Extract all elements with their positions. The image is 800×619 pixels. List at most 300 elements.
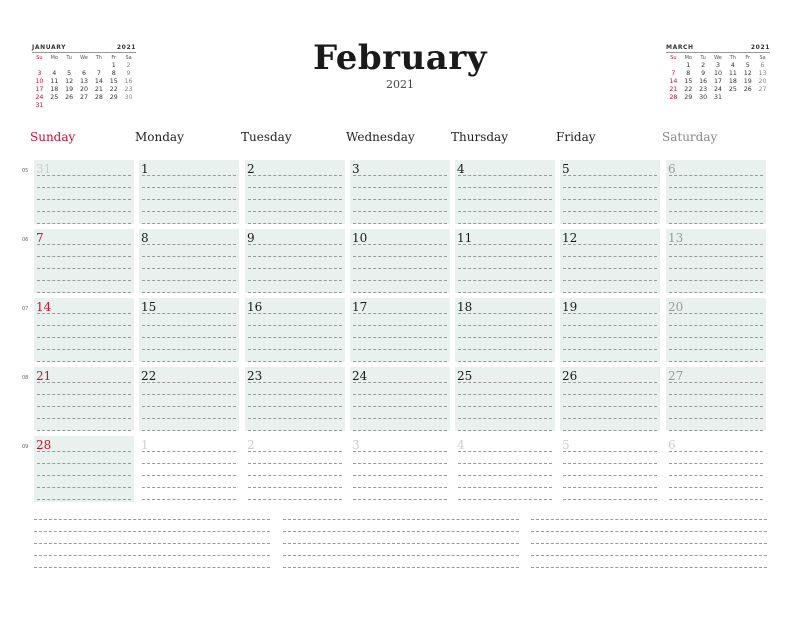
writing-line bbox=[248, 187, 342, 188]
mini-weekday-label: We bbox=[714, 55, 722, 61]
mini-day bbox=[106, 102, 121, 110]
mini-day bbox=[121, 102, 136, 110]
day-number: 17 bbox=[352, 300, 368, 314]
day-cell[interactable] bbox=[139, 436, 239, 502]
writing-line bbox=[142, 325, 236, 326]
day-cell[interactable] bbox=[350, 160, 450, 224]
mini-month-label: MARCH bbox=[666, 44, 694, 51]
writing-line bbox=[248, 382, 342, 383]
writing-line bbox=[142, 418, 236, 419]
mini-day: 23 bbox=[124, 86, 133, 93]
writing-line bbox=[353, 430, 447, 431]
writing-line bbox=[669, 463, 763, 464]
mini-day: 20 bbox=[79, 86, 88, 93]
day-cell[interactable] bbox=[139, 160, 239, 224]
writing-line bbox=[37, 313, 131, 314]
day-cell[interactable] bbox=[139, 298, 239, 362]
mini-day: 25 bbox=[50, 94, 59, 101]
writing-line bbox=[458, 337, 552, 338]
writing-line bbox=[37, 382, 131, 383]
writing-line bbox=[353, 292, 447, 293]
writing-line bbox=[142, 394, 236, 395]
month-title: February bbox=[312, 38, 488, 78]
writing-line bbox=[563, 499, 657, 500]
mini-day bbox=[666, 62, 681, 70]
writing-line bbox=[248, 256, 342, 257]
day-cell[interactable] bbox=[455, 436, 555, 502]
mini-day: 13 bbox=[79, 78, 88, 85]
writing-line bbox=[458, 451, 552, 452]
mini-day: 14 bbox=[669, 78, 678, 85]
mini-day: 18 bbox=[50, 86, 59, 93]
day-cell[interactable] bbox=[245, 298, 345, 362]
day-number: 7 bbox=[36, 231, 44, 245]
writing-line bbox=[669, 406, 763, 407]
mini-day bbox=[77, 102, 92, 110]
writing-line bbox=[458, 256, 552, 257]
writing-line bbox=[563, 325, 657, 326]
day-number: 26 bbox=[562, 369, 578, 383]
mini-day: 23 bbox=[699, 86, 708, 93]
day-number: 4 bbox=[457, 438, 465, 452]
writing-line bbox=[37, 280, 131, 281]
mini-day: 25 bbox=[728, 86, 737, 93]
day-number: 9 bbox=[247, 231, 255, 245]
mini-day: 17 bbox=[35, 86, 44, 93]
writing-line bbox=[669, 187, 763, 188]
mini-day: 18 bbox=[728, 78, 737, 85]
day-cell[interactable] bbox=[560, 160, 660, 224]
writing-line bbox=[669, 349, 763, 350]
mini-day: 30 bbox=[699, 94, 708, 101]
mini-day: 24 bbox=[713, 86, 722, 93]
day-number: 25 bbox=[457, 369, 473, 383]
writing-line bbox=[37, 337, 131, 338]
writing-line bbox=[563, 337, 657, 338]
writing-line bbox=[353, 451, 447, 452]
writing-line bbox=[37, 244, 131, 245]
day-cell[interactable] bbox=[34, 367, 134, 431]
mini-day: 12 bbox=[65, 78, 74, 85]
day-number: 2 bbox=[247, 438, 255, 452]
mini-day: 9 bbox=[126, 70, 131, 77]
writing-line bbox=[248, 475, 342, 476]
day-cell[interactable] bbox=[34, 298, 134, 362]
week-number: 06 bbox=[22, 237, 29, 243]
writing-line bbox=[37, 292, 131, 293]
writing-line bbox=[353, 199, 447, 200]
writing-line bbox=[37, 223, 131, 224]
day-cell[interactable] bbox=[350, 229, 450, 293]
writing-line bbox=[563, 256, 657, 257]
mini-day: 3 bbox=[37, 70, 42, 77]
writing-line bbox=[142, 451, 236, 452]
writing-line bbox=[563, 175, 657, 176]
day-number: 14 bbox=[36, 300, 52, 314]
writing-line bbox=[458, 187, 552, 188]
writing-line bbox=[353, 487, 447, 488]
writing-line bbox=[353, 463, 447, 464]
writing-line bbox=[563, 382, 657, 383]
day-cell[interactable] bbox=[350, 367, 450, 431]
mini-day: 21 bbox=[669, 86, 678, 93]
writing-line bbox=[248, 175, 342, 176]
writing-line bbox=[353, 349, 447, 350]
writing-line bbox=[669, 256, 763, 257]
writing-line bbox=[353, 475, 447, 476]
writing-line bbox=[458, 430, 552, 431]
day-number: 21 bbox=[36, 369, 52, 383]
writing-line bbox=[142, 463, 236, 464]
writing-line bbox=[458, 499, 552, 500]
writing-line bbox=[353, 187, 447, 188]
writing-line bbox=[669, 382, 763, 383]
writing-line bbox=[353, 361, 447, 362]
mini-weekday-label: Mo bbox=[684, 55, 692, 61]
day-number: 2 bbox=[247, 162, 255, 176]
writing-line bbox=[563, 244, 657, 245]
weekday-label-thursday: Thursday bbox=[451, 130, 508, 144]
writing-line bbox=[563, 280, 657, 281]
day-cell[interactable] bbox=[455, 298, 555, 362]
mini-weekday-label: Sa bbox=[759, 55, 766, 61]
mini-day: 31 bbox=[35, 102, 44, 109]
day-number: 13 bbox=[668, 231, 684, 245]
note-line bbox=[34, 543, 270, 544]
mini-calendar-grid bbox=[666, 54, 770, 102]
writing-line bbox=[669, 361, 763, 362]
day-cell[interactable] bbox=[245, 229, 345, 293]
mini-day: 7 bbox=[96, 70, 101, 77]
mini-day: 27 bbox=[79, 94, 88, 101]
mini-day: 29 bbox=[109, 94, 118, 101]
mini-day bbox=[740, 94, 755, 102]
writing-line bbox=[248, 499, 342, 500]
day-cell[interactable] bbox=[455, 367, 555, 431]
writing-line bbox=[248, 349, 342, 350]
day-cell[interactable] bbox=[560, 436, 660, 502]
writing-line bbox=[458, 349, 552, 350]
writing-line bbox=[37, 463, 131, 464]
mini-month-label: JANUARY bbox=[32, 44, 67, 51]
day-cell[interactable] bbox=[350, 298, 450, 362]
mini-day bbox=[91, 102, 106, 110]
day-cell[interactable] bbox=[666, 436, 766, 502]
note-line bbox=[283, 543, 519, 544]
writing-line bbox=[248, 451, 342, 452]
writing-line bbox=[248, 325, 342, 326]
writing-line bbox=[248, 487, 342, 488]
writing-line bbox=[142, 487, 236, 488]
day-cell[interactable] bbox=[245, 160, 345, 224]
note-line bbox=[34, 567, 270, 568]
day-cell[interactable] bbox=[666, 160, 766, 224]
mini-day: 19 bbox=[743, 78, 752, 85]
writing-line bbox=[142, 256, 236, 257]
writing-line bbox=[669, 199, 763, 200]
writing-line bbox=[669, 211, 763, 212]
writing-line bbox=[248, 430, 342, 431]
day-cell[interactable] bbox=[666, 367, 766, 431]
writing-line bbox=[248, 244, 342, 245]
mini-day: 22 bbox=[109, 86, 118, 93]
mini-day: 12 bbox=[743, 70, 752, 77]
writing-line bbox=[248, 211, 342, 212]
mini-day: 4 bbox=[730, 62, 735, 69]
mini-day: 1 bbox=[111, 62, 116, 69]
writing-line bbox=[142, 211, 236, 212]
day-number: 19 bbox=[562, 300, 578, 314]
writing-line bbox=[669, 313, 763, 314]
writing-line bbox=[669, 487, 763, 488]
writing-line bbox=[458, 223, 552, 224]
writing-line bbox=[563, 475, 657, 476]
mini-day: 8 bbox=[111, 70, 116, 77]
writing-line bbox=[248, 406, 342, 407]
day-cell[interactable] bbox=[560, 367, 660, 431]
writing-line bbox=[458, 406, 552, 407]
note-line bbox=[283, 531, 519, 532]
writing-line bbox=[669, 475, 763, 476]
writing-line bbox=[458, 199, 552, 200]
mini-day: 11 bbox=[728, 70, 737, 77]
day-cell[interactable] bbox=[34, 160, 134, 224]
writing-line bbox=[142, 280, 236, 281]
day-number: 23 bbox=[247, 369, 263, 383]
mini-day: 15 bbox=[109, 78, 118, 85]
week-number: 08 bbox=[22, 375, 29, 381]
weekday-label-sunday: Sunday bbox=[30, 130, 76, 144]
writing-line bbox=[353, 223, 447, 224]
mini-day: 16 bbox=[124, 78, 133, 85]
writing-line bbox=[353, 337, 447, 338]
mini-day: 5 bbox=[745, 62, 750, 69]
writing-line bbox=[37, 361, 131, 362]
mini-calendar-march bbox=[666, 44, 770, 102]
writing-line bbox=[353, 499, 447, 500]
writing-line bbox=[458, 244, 552, 245]
note-line bbox=[531, 555, 767, 556]
writing-line bbox=[669, 418, 763, 419]
writing-line bbox=[458, 175, 552, 176]
mini-day: 17 bbox=[713, 78, 722, 85]
mini-weekday-label: Tu bbox=[66, 55, 72, 61]
note-line bbox=[531, 531, 767, 532]
writing-line bbox=[248, 337, 342, 338]
writing-line bbox=[142, 382, 236, 383]
writing-line bbox=[142, 313, 236, 314]
writing-line bbox=[458, 280, 552, 281]
writing-line bbox=[37, 394, 131, 395]
mini-day: 13 bbox=[758, 70, 767, 77]
day-number: 8 bbox=[141, 231, 149, 245]
day-cell[interactable] bbox=[34, 436, 134, 502]
mini-calendar-header bbox=[666, 44, 770, 53]
day-cell[interactable] bbox=[350, 436, 450, 502]
writing-line bbox=[353, 313, 447, 314]
mini-day: 5 bbox=[67, 70, 72, 77]
writing-line bbox=[563, 451, 657, 452]
day-number: 5 bbox=[562, 162, 570, 176]
writing-line bbox=[37, 499, 131, 500]
mini-day: 6 bbox=[760, 62, 765, 69]
day-number: 18 bbox=[457, 300, 473, 314]
writing-line bbox=[248, 268, 342, 269]
day-number: 12 bbox=[562, 231, 578, 245]
writing-line bbox=[563, 349, 657, 350]
day-number: 11 bbox=[457, 231, 473, 245]
note-line bbox=[283, 519, 519, 520]
writing-line bbox=[248, 463, 342, 464]
mini-day: 22 bbox=[684, 86, 693, 93]
day-number: 1 bbox=[141, 438, 149, 452]
mini-day bbox=[47, 102, 62, 110]
mini-weekday-label: Fr bbox=[745, 55, 750, 61]
note-line bbox=[531, 567, 767, 568]
day-cell[interactable] bbox=[139, 229, 239, 293]
writing-line bbox=[37, 256, 131, 257]
mini-day: 16 bbox=[699, 78, 708, 85]
note-line bbox=[531, 543, 767, 544]
mini-day: 1 bbox=[686, 62, 691, 69]
writing-line bbox=[563, 487, 657, 488]
writing-line bbox=[37, 211, 131, 212]
writing-line bbox=[458, 292, 552, 293]
writing-line bbox=[142, 199, 236, 200]
day-cell[interactable] bbox=[245, 436, 345, 502]
writing-line bbox=[142, 175, 236, 176]
writing-line bbox=[669, 280, 763, 281]
week-number: 09 bbox=[22, 444, 29, 450]
day-cell[interactable] bbox=[666, 229, 766, 293]
writing-line bbox=[37, 325, 131, 326]
mini-year-label: 2021 bbox=[116, 44, 136, 51]
writing-line bbox=[248, 394, 342, 395]
weekday-label-friday: Friday bbox=[556, 130, 596, 144]
writing-line bbox=[248, 313, 342, 314]
writing-line bbox=[563, 430, 657, 431]
mini-day: 7 bbox=[671, 70, 676, 77]
day-number: 3 bbox=[352, 162, 360, 176]
writing-line bbox=[458, 268, 552, 269]
day-cell[interactable] bbox=[560, 298, 660, 362]
mini-weekday-label: Th bbox=[95, 55, 102, 61]
writing-line bbox=[37, 406, 131, 407]
writing-line bbox=[142, 430, 236, 431]
day-number: 27 bbox=[668, 369, 684, 383]
mini-day: 29 bbox=[684, 94, 693, 101]
day-cell[interactable] bbox=[666, 298, 766, 362]
week-number: 05 bbox=[22, 168, 29, 174]
day-cell[interactable] bbox=[560, 229, 660, 293]
day-number: 15 bbox=[141, 300, 157, 314]
writing-line bbox=[669, 244, 763, 245]
writing-line bbox=[458, 463, 552, 464]
day-cell[interactable] bbox=[139, 367, 239, 431]
writing-line bbox=[669, 223, 763, 224]
mini-day: 6 bbox=[81, 70, 86, 77]
day-number: 10 bbox=[352, 231, 368, 245]
writing-line bbox=[248, 361, 342, 362]
writing-line bbox=[248, 280, 342, 281]
writing-line bbox=[353, 244, 447, 245]
day-cell[interactable] bbox=[455, 229, 555, 293]
mini-weekday-label: Su bbox=[670, 55, 677, 61]
mini-day: 2 bbox=[701, 62, 706, 69]
mini-weekday-label: Su bbox=[36, 55, 43, 61]
writing-line bbox=[142, 475, 236, 476]
mini-day: 28 bbox=[669, 94, 678, 101]
writing-line bbox=[37, 418, 131, 419]
writing-line bbox=[669, 394, 763, 395]
day-cell[interactable] bbox=[34, 229, 134, 293]
mini-day: 31 bbox=[713, 94, 722, 101]
weekday-label-wednesday: Wednesday bbox=[346, 130, 415, 144]
note-line bbox=[283, 567, 519, 568]
mini-day bbox=[755, 94, 770, 102]
writing-line bbox=[37, 268, 131, 269]
writing-line bbox=[142, 292, 236, 293]
day-cell[interactable] bbox=[455, 160, 555, 224]
writing-line bbox=[353, 418, 447, 419]
day-number: 1 bbox=[141, 162, 149, 176]
writing-line bbox=[563, 223, 657, 224]
writing-line bbox=[669, 268, 763, 269]
writing-line bbox=[669, 325, 763, 326]
writing-line bbox=[458, 361, 552, 362]
writing-line bbox=[353, 382, 447, 383]
mini-day: 30 bbox=[124, 94, 133, 101]
writing-line bbox=[353, 406, 447, 407]
mini-weekday-label: Tu bbox=[700, 55, 706, 61]
writing-line bbox=[353, 325, 447, 326]
day-number: 16 bbox=[247, 300, 263, 314]
writing-line bbox=[563, 199, 657, 200]
mini-day: 8 bbox=[686, 70, 691, 77]
writing-line bbox=[37, 187, 131, 188]
mini-day: 10 bbox=[35, 78, 44, 85]
writing-line bbox=[37, 487, 131, 488]
day-cell[interactable] bbox=[245, 367, 345, 431]
mini-day: 9 bbox=[701, 70, 706, 77]
mini-weekday-label: We bbox=[80, 55, 88, 61]
weekday-label-saturday: Saturday bbox=[662, 130, 718, 144]
writing-line bbox=[458, 313, 552, 314]
writing-line bbox=[37, 475, 131, 476]
mini-day: 15 bbox=[684, 78, 693, 85]
writing-line bbox=[669, 175, 763, 176]
mini-day: 4 bbox=[52, 70, 57, 77]
mini-weekday-label: Fr bbox=[111, 55, 116, 61]
writing-line bbox=[353, 394, 447, 395]
mini-day: 19 bbox=[65, 86, 74, 93]
writing-line bbox=[563, 313, 657, 314]
writing-line bbox=[353, 211, 447, 212]
note-line bbox=[531, 519, 767, 520]
writing-line bbox=[669, 430, 763, 431]
writing-line bbox=[563, 418, 657, 419]
writing-line bbox=[458, 487, 552, 488]
day-number: 22 bbox=[141, 369, 157, 383]
writing-line bbox=[142, 187, 236, 188]
writing-line bbox=[37, 175, 131, 176]
writing-line bbox=[563, 463, 657, 464]
writing-line bbox=[669, 451, 763, 452]
writing-line bbox=[458, 382, 552, 383]
writing-line bbox=[563, 394, 657, 395]
mini-day bbox=[62, 102, 77, 110]
writing-line bbox=[142, 223, 236, 224]
